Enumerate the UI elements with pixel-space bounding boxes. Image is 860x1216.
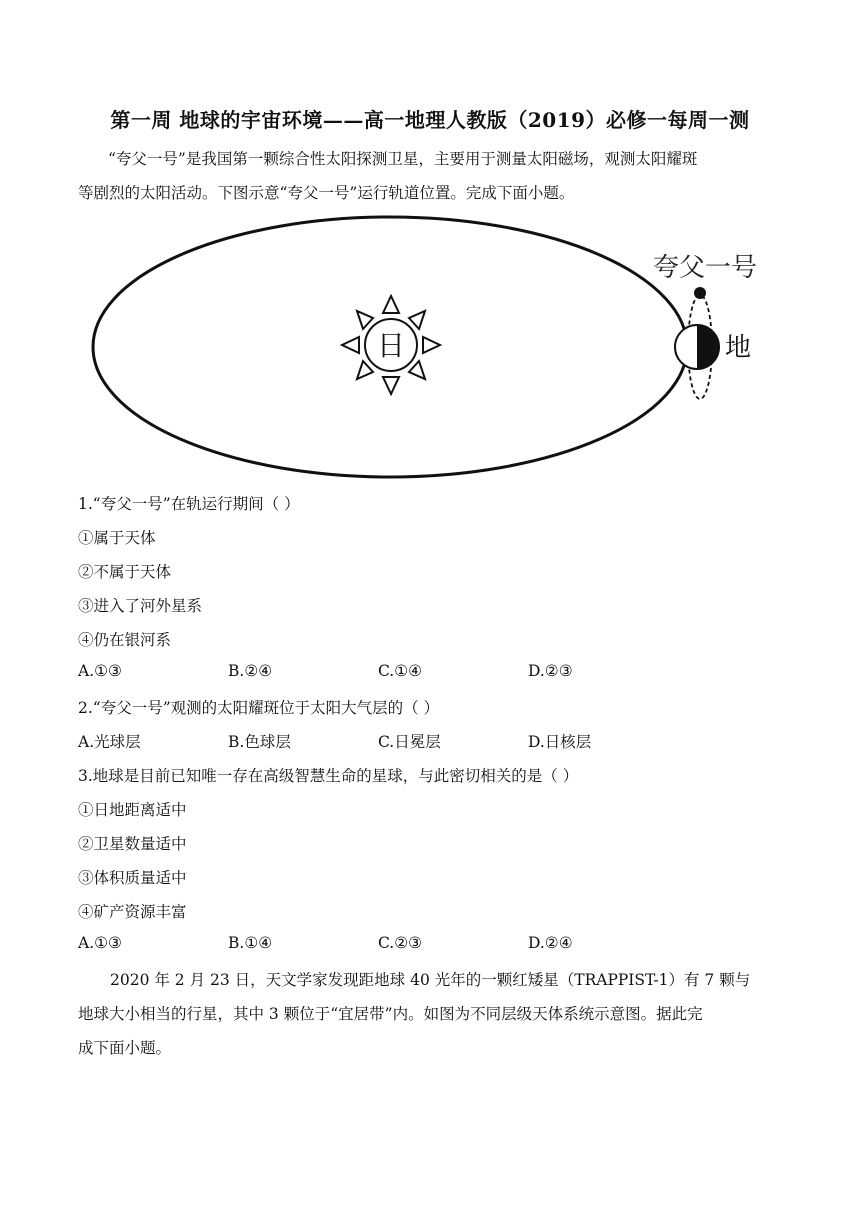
question-3-stem: 3.地球是目前已知唯一存在高级智慧生命的星球，与此密切相关的是（ ） [78,767,579,785]
question-1-item: ④仍在银河系 [78,631,172,649]
question-3-option-b[interactable]: B.①④ [228,934,273,952]
earth-icon [675,325,719,369]
question-2-option-d[interactable]: D.日核层 [528,733,592,751]
question-1-stem: 1.“夸父一号”在轨运行期间（ ） [78,495,300,513]
question-3-item: ④矿产资源丰富 [78,903,187,921]
question-2-option-c[interactable]: C.日冕层 [378,733,441,751]
question-1-option-c[interactable]: C.①④ [378,662,423,680]
question-3-item: ①日地距离适中 [78,801,187,819]
question-3-item: ③体积质量适中 [78,869,187,887]
orbit-figure [80,212,800,482]
question-3-option-d[interactable]: D.②④ [528,934,573,952]
outro-line-1: 2020 年 2 月 23 日，天文学家发现距地球 40 光年的一颗红矮星（TRAPPIST-1）有 7 颗与 [110,971,751,989]
question-2-option-b[interactable]: B.色球层 [228,733,291,751]
question-3-item: ②卫星数量适中 [78,835,187,853]
question-3-option-a[interactable]: A.①③ [78,934,122,952]
question-1-item: ①属于天体 [78,529,156,547]
intro-line-2: 等剧烈的太阳活动。下图示意“夸父一号”运行轨道位置。完成下面小题。 [78,184,575,202]
question-1-option-a[interactable]: A.①③ [78,662,122,680]
question-2-stem: 2.“夸父一号”观测的太阳耀斑位于太阳大气层的（ ） [78,699,440,717]
earth-label: 地 [725,333,752,363]
page-title: 第一周 地球的宇宙环境——高一地理人教版（2019）必修一每周一测 [110,108,750,132]
satellite-label: 夸父一号 [653,253,758,283]
question-1-item: ②不属于天体 [78,563,172,581]
intro-line-1: “夸父一号”是我国第一颗综合性太阳探测卫星，主要用于测量太阳磁场，观测太阳耀斑 [108,150,698,168]
question-1-item: ③进入了河外星系 [78,597,203,615]
question-1-option-d[interactable]: D.②③ [528,662,573,680]
outro-line-3: 成下面小题。 [78,1039,172,1057]
question-2-option-a[interactable]: A.光球层 [78,733,141,751]
satellite-icon [694,287,706,299]
outro-line-2: 地球大小相当的行星，其中 3 颗位于“宜居带”内。如图为不同层级天体系统示意图。据此完 [78,1005,703,1023]
question-1-option-b[interactable]: B.②④ [228,662,273,680]
question-3-option-c[interactable]: C.②③ [378,934,423,952]
sun-label: 日 [376,329,406,362]
